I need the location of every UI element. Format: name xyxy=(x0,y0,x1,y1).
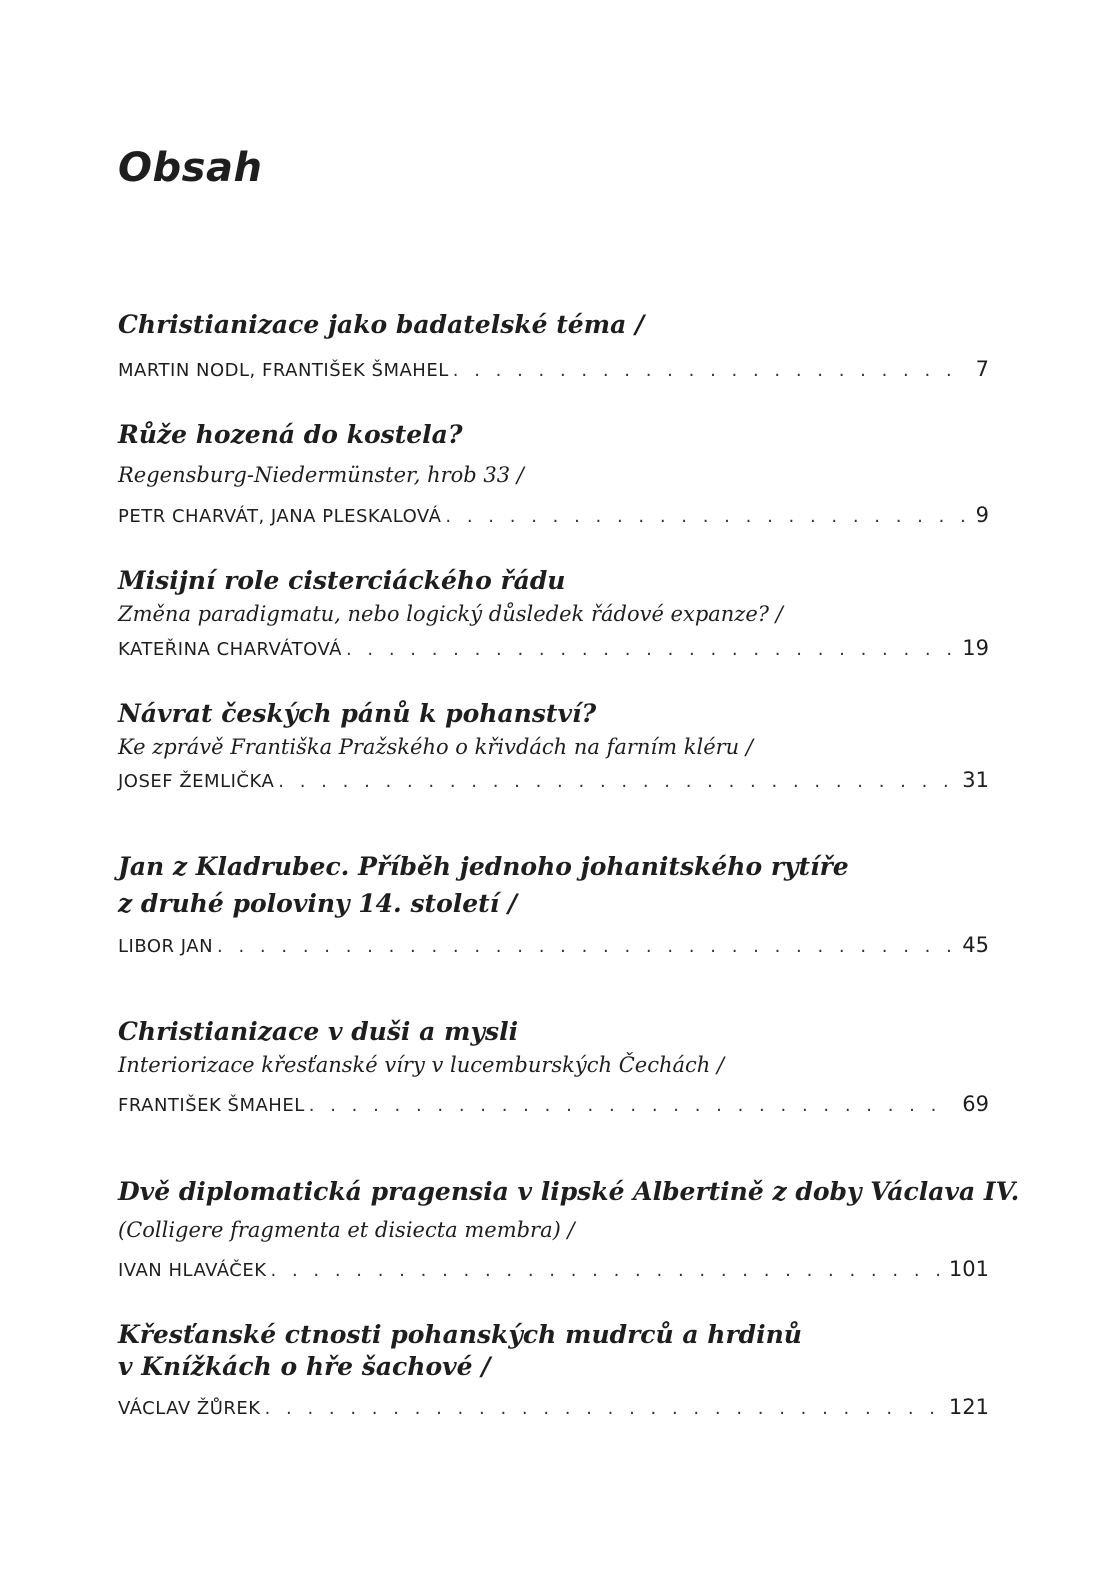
dot-leader xyxy=(217,934,952,960)
entry-page-number: 69 xyxy=(962,1092,989,1116)
entry-author-row xyxy=(118,356,989,384)
entry-title: Christianizace jako badatelské téma / xyxy=(118,310,645,339)
dot-leader xyxy=(278,769,952,795)
entry-page-number: 121 xyxy=(948,1395,989,1419)
dot-leader xyxy=(309,1093,953,1119)
entry-title: Christianizace v duši a mysli xyxy=(118,1017,519,1046)
dot-leader xyxy=(271,1258,939,1284)
entry-title-continued: z druhé poloviny 14. století / xyxy=(118,889,518,918)
entry-page-number: 45 xyxy=(962,933,989,957)
entry-title: Růže hozená do kostela? xyxy=(118,420,463,449)
entry-subtitle: Regensburg-Niedermünster, hrob 33 / xyxy=(118,463,524,487)
entry-title: Návrat českých pánů k pohanství? xyxy=(118,699,597,728)
entry-subtitle: (Colligere fragmenta et disiecta membra) / xyxy=(118,1218,575,1242)
entry-title-continued: v Knížkách o hře šachové / xyxy=(118,1352,491,1381)
page-title: Obsah xyxy=(118,145,263,191)
entry-subtitle: Interiorizace křesťanské víry v lucemburských Čechách / xyxy=(118,1053,725,1077)
entry-authors: IVAN HLAVÁČEK xyxy=(118,1260,267,1281)
entry-authors: LIBOR JAN xyxy=(118,936,214,957)
dot-leader xyxy=(346,637,952,663)
entry-title: Křesťanské ctnosti pohanských mudrců a hrdinů xyxy=(118,1320,802,1349)
entry-title: Misijní role cisterciáckého řádu xyxy=(118,566,566,595)
entry-author-row xyxy=(118,767,989,795)
entry-subtitle: Ke zprávě Františka Pražského o křivdách na farním kléru / xyxy=(118,735,753,759)
dot-leader xyxy=(453,358,966,384)
entry-page-number: 31 xyxy=(962,768,989,792)
entry-authors: JOSEF ŽEMLIČKA xyxy=(118,771,275,792)
entry-page-number: 101 xyxy=(948,1257,989,1281)
entry-authors: PETR CHARVÁT, JANA PLESKALOVÁ xyxy=(118,506,442,527)
entry-authors: FRANTIŠEK ŠMAHEL xyxy=(118,1095,305,1116)
entry-authors: MARTIN NODL, FRANTIŠEK ŠMAHEL xyxy=(118,360,449,381)
entry-subtitle: Změna paradigmatu, nebo logický důsledek řádové expanze? / xyxy=(118,602,783,626)
entry-author-row xyxy=(118,1091,989,1119)
entry-authors: VÁCLAV ŽŮREK xyxy=(118,1398,261,1419)
entry-author-row xyxy=(118,635,989,663)
entry-author-row xyxy=(118,1394,989,1422)
entry-author-row xyxy=(118,932,989,960)
dot-leader xyxy=(445,504,965,530)
entry-authors: KATEŘINA CHARVÁTOVÁ xyxy=(118,639,342,660)
entry-author-row xyxy=(118,1256,989,1284)
entry-page-number: 7 xyxy=(975,357,989,381)
entry-page-number: 9 xyxy=(975,503,989,527)
entry-title: Dvě diplomatická pragensia v lipské Albertině z doby Václava IV. xyxy=(118,1177,1020,1206)
entry-author-row xyxy=(118,502,989,530)
dot-leader xyxy=(265,1396,939,1422)
entry-page-number: 19 xyxy=(962,636,989,660)
entry-title: Jan z Kladrubec. Příběh jednoho johanitského rytíře xyxy=(118,852,849,881)
